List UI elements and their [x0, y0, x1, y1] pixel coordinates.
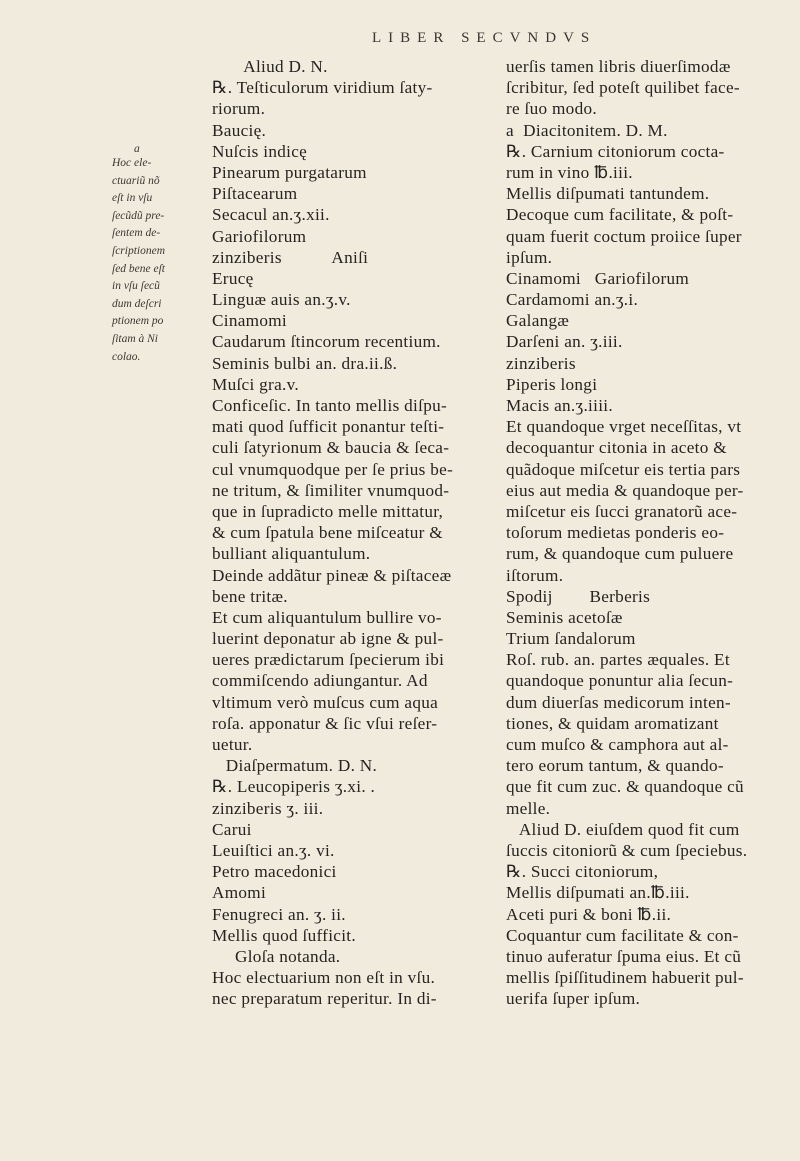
text-line: mellis ſpiſſitudinem habuerit pul-	[506, 968, 744, 988]
margin-note-line: ſcriptionem	[112, 244, 166, 257]
text-line: quãdoque miſcetur eis tertia pars	[506, 459, 741, 479]
text-line: Fenugreci an. ʒ. ii.	[212, 904, 346, 924]
text-line: Mellis quod ſufficit.	[212, 925, 356, 945]
text-line: quam fuerit coctum proiice ſuper	[506, 226, 742, 246]
text-line: culi ſatyrionum & baucia & ſeca-	[212, 438, 450, 458]
text-line: Hoc electuarium non eſt in vſu.	[212, 968, 436, 988]
text-line: Et cum aliquantulum bullire vo-	[212, 607, 442, 627]
text-line: a Diacitonitem. D. M.	[506, 120, 668, 140]
text-line: luerint deponatur ab igne & pul-	[212, 629, 444, 649]
text-line: tero eorum tantum, & quando-	[506, 756, 724, 776]
text-line: que in ſupradicto melle mittatur,	[212, 501, 444, 521]
text-line: Spodij Berberis	[506, 586, 651, 606]
text-line: miſcetur eis ſucci granatorũ ace-	[506, 501, 738, 521]
running-head: LIBER SECVNDVS	[372, 30, 597, 46]
text-line: zinziberis	[506, 353, 576, 373]
margin-note-line: dum deſcri	[112, 297, 162, 310]
text-line: iſtorum.	[506, 565, 564, 585]
text-line: rum, & quandoque cum puluere	[506, 544, 734, 564]
text-line: ℞. Succi citoniorum,	[506, 862, 659, 882]
text-line: Seminis bulbi an. dra.ii.ß.	[212, 353, 398, 373]
text-line: quandoque ponuntur alia ſecun-	[506, 671, 734, 691]
margin-note-line: colao.	[112, 350, 141, 363]
text-line: Petro macedonici	[212, 862, 337, 882]
text-line: Nuſcis indicę	[212, 141, 308, 161]
text-line: ſuccis citoniorũ & cum ſpeciebus.	[506, 840, 748, 860]
text-line: roſa. apponatur & ſic vſui reſer-	[212, 713, 438, 733]
text-line: zinziberis ʒ. iii.	[212, 798, 324, 818]
margin-note-line: in vſu ſecũ	[112, 280, 160, 293]
text-line: zinziberis Aniſi	[212, 247, 369, 267]
text-line: Macis an.ʒ.iiii.	[506, 396, 613, 415]
text-line: Gariofilorum	[212, 226, 307, 246]
text-line: ſcribitur, ſed poteſt quilibet face-	[506, 78, 740, 98]
text-line: Cardamomi an.ʒ.i.	[506, 290, 639, 310]
text-line: ℞. Teſticulorum viridium ſaty-	[212, 78, 433, 98]
text-line: Deinde addãtur pineæ & piſtaceæ	[212, 565, 452, 585]
text-line: cum muſco & camphora aut al-	[506, 735, 729, 754]
margin-note-line: ctuariũ nõ	[112, 174, 160, 187]
right-text-column	[506, 56, 792, 1009]
text-line: Caudarum ſtincorum recentium.	[212, 332, 441, 352]
text-line: uerifa ſuper ipſum.	[506, 989, 641, 1009]
text-line: Coquantur cum facilitate & con-	[506, 925, 739, 945]
text-line: uerſis tamen libris diuerſimodæ	[506, 57, 731, 76]
text-line: Mellis diſpumati an.℔.iii.	[506, 883, 690, 903]
text-line: Leuiſtici an.ʒ. vi.	[212, 840, 335, 860]
text-line: Conficeſic. In tanto mellis diſpu-	[212, 396, 448, 415]
text-line: ℞. Carnium citoniorum cocta-	[506, 141, 725, 161]
margin-note	[112, 141, 208, 366]
text-line: Amomi	[212, 883, 267, 903]
text-line: uetur.	[212, 735, 253, 754]
margin-note-line: ſed bene eſt	[112, 262, 166, 275]
margin-note-lines	[112, 155, 208, 366]
margin-note-line: ptionem po	[112, 315, 164, 328]
text-line: vltimum verò muſcus cum aqua	[212, 692, 439, 712]
text-line: Pinearum purgatarum	[212, 162, 367, 182]
text-line: ipſum.	[506, 247, 553, 267]
text-line: que fit cum zuc. & quandoque cũ	[506, 777, 744, 797]
text-line: Cinamomi	[212, 311, 287, 331]
text-line: bene tritæ.	[212, 586, 288, 606]
text-line: Secacul an.ʒ.xii.	[212, 205, 330, 225]
text-line: Mellis diſpumati tantundem.	[506, 184, 710, 204]
text-line: rum in vino ℔.iii.	[506, 162, 633, 182]
text-line: riorum.	[212, 99, 266, 119]
margin-note-marker: a	[134, 143, 140, 155]
text-line: Aliud D. eiuſdem quod fit cum	[506, 819, 740, 839]
text-line: eius aut media & quandoque per-	[506, 480, 744, 500]
text-line: Darſeni an. ʒ.iii.	[506, 332, 623, 352]
text-line: Cinamomi Gariofilorum	[506, 268, 690, 288]
text-line: Piperis longi	[506, 374, 598, 394]
text-line: bulliant aliquantulum.	[212, 544, 371, 564]
text-line: tinuo auferatur ſpuma eius. Et cũ	[506, 946, 742, 966]
text-line: Galangæ	[506, 311, 570, 331]
text-line: ne tritum, & ſimiliter vnumquod-	[212, 480, 450, 500]
text-line: nec preparatum reperitur. In di-	[212, 989, 437, 1009]
left-text-column	[212, 56, 490, 1009]
text-line: mati quod ſufficit ponantur teſti-	[212, 417, 445, 437]
margin-note-line: eſt in vſu	[112, 192, 153, 205]
text-line: re ſuo modo.	[506, 99, 597, 119]
text-line: Muſci gra.v.	[212, 374, 299, 394]
text-line: Decoque cum facilitate, & poſt-	[506, 205, 734, 225]
margin-note-line: ſitam à Ni	[112, 332, 159, 345]
text-line: Linguæ auis an.ʒ.v.	[212, 290, 351, 310]
text-line: ℞. Leucopiperis ʒ.xi. .	[212, 777, 376, 797]
text-line: tiones, & quidam aromatizant	[506, 713, 719, 733]
text-line: toſorum medietas ponderis eo-	[506, 523, 725, 543]
text-line: Seminis acetoſæ	[506, 607, 623, 627]
text-line: dum diuerſas medicorum inten-	[506, 692, 731, 712]
text-line: decoquantur citonia in aceto &	[506, 438, 727, 458]
text-line: commiſcendo adiungantur. Ad	[212, 671, 428, 691]
margin-note-line: ſecũdũ pre-	[112, 209, 165, 222]
text-line: Erucę	[212, 268, 254, 288]
text-line: Baucię.	[212, 120, 267, 140]
text-line: ueres prædictarum ſpecierum ibi	[212, 650, 445, 670]
text-line: Diaſpermatum. D. N.	[212, 756, 378, 776]
margin-note-line: Hoc ele-	[112, 157, 152, 169]
text-line: Aceti puri & boni ℔.ii.	[506, 904, 672, 924]
text-line: Et quandoque vrget neceſſitas, vt	[506, 417, 742, 437]
text-line: cul vnumquodque per ſe prius be-	[212, 459, 454, 479]
text-line: melle.	[506, 798, 551, 818]
text-line: & cum ſpatula bene miſceatur &	[212, 523, 443, 543]
text-line: Trium ſandalorum	[506, 629, 636, 649]
text-line: Aliud D. N.	[212, 57, 328, 76]
text-line: Piſtacearum	[212, 184, 298, 204]
text-line: Roſ. rub. an. partes æquales. Et	[506, 650, 730, 670]
text-line: Carui	[212, 819, 252, 839]
text-line: Gloſa notanda.	[212, 946, 341, 966]
margin-note-line: ſentem de-	[112, 227, 161, 240]
